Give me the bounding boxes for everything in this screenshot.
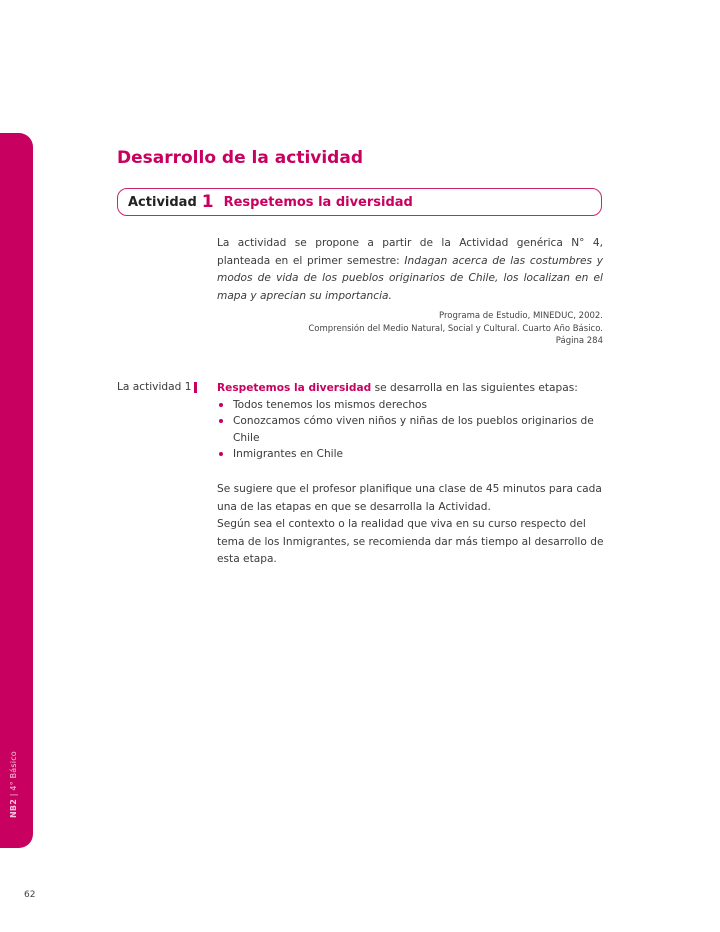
- stages-lead-bold: Respetemos la diversidad: [217, 382, 372, 394]
- intro-text: La actividad se propone a partir de la Actividad genérica N° 4, planteada en el primer semestre:: [217, 237, 603, 267]
- page-title: Desarrollo de la actividad: [117, 148, 363, 168]
- stages-list: [217, 397, 617, 463]
- separator-bar: |: [9, 793, 18, 797]
- stages-section: [217, 380, 617, 463]
- bullet-icon: [219, 452, 223, 456]
- bullet-icon: [219, 419, 223, 423]
- suggestion-paragraph: [217, 481, 609, 569]
- bullet-icon: [219, 403, 223, 407]
- intro-paragraph: [217, 235, 603, 305]
- stages-lead-text: se desarrolla en las siguientes etapas:: [371, 382, 578, 394]
- sidebar-band: [0, 133, 33, 848]
- grade-label: 4° Básico: [9, 751, 18, 791]
- level-label: NB2: [9, 799, 18, 818]
- activity-name: Respetemos la diversidad: [223, 194, 413, 210]
- citation-line-2: Comprensión del Medio Natural, Social y Cultural. Cuarto Año Básico.: [308, 323, 603, 334]
- suggestion-line-2: Según sea el contexto o la realidad que viva en su curso respecto del tema de los Inmigrantes, se recomienda dar más tiempo al desarrollo de esta etapa.: [217, 518, 604, 565]
- suggestion-line-1: Se sugiere que el profesor planifique una clase de 45 minutos para cada una de las etapas en que se desarrolla la Actividad.: [217, 483, 602, 513]
- sidebar-label: [9, 751, 18, 818]
- side-label: La actividad 1: [117, 381, 192, 393]
- list-item: Conozcamos cómo viven niños y niñas de los pueblos originarios de Chile: [217, 413, 617, 446]
- stages-lead: [217, 380, 617, 397]
- activity-word: Actividad: [128, 194, 197, 210]
- list-item: Todos tenemos los mismos derechos: [217, 397, 617, 414]
- list-item: Inmigrantes en Chile: [217, 446, 617, 463]
- intro-italic-text: Indagan acerca de las costumbres y modos de vida de los pueblos originarios de Chile, los localizan en el mapa y aprecian su importancia.: [217, 254, 603, 302]
- citation-line-3: Página 284: [555, 336, 603, 346]
- citation-line-1: Programa de Estudio, MINEDUC, 2002.: [439, 311, 603, 321]
- activity-number: 1: [201, 192, 214, 212]
- activity-header: [117, 188, 602, 216]
- side-label-bar: [194, 382, 197, 393]
- page-number: 62: [24, 890, 36, 900]
- citation: [308, 310, 603, 348]
